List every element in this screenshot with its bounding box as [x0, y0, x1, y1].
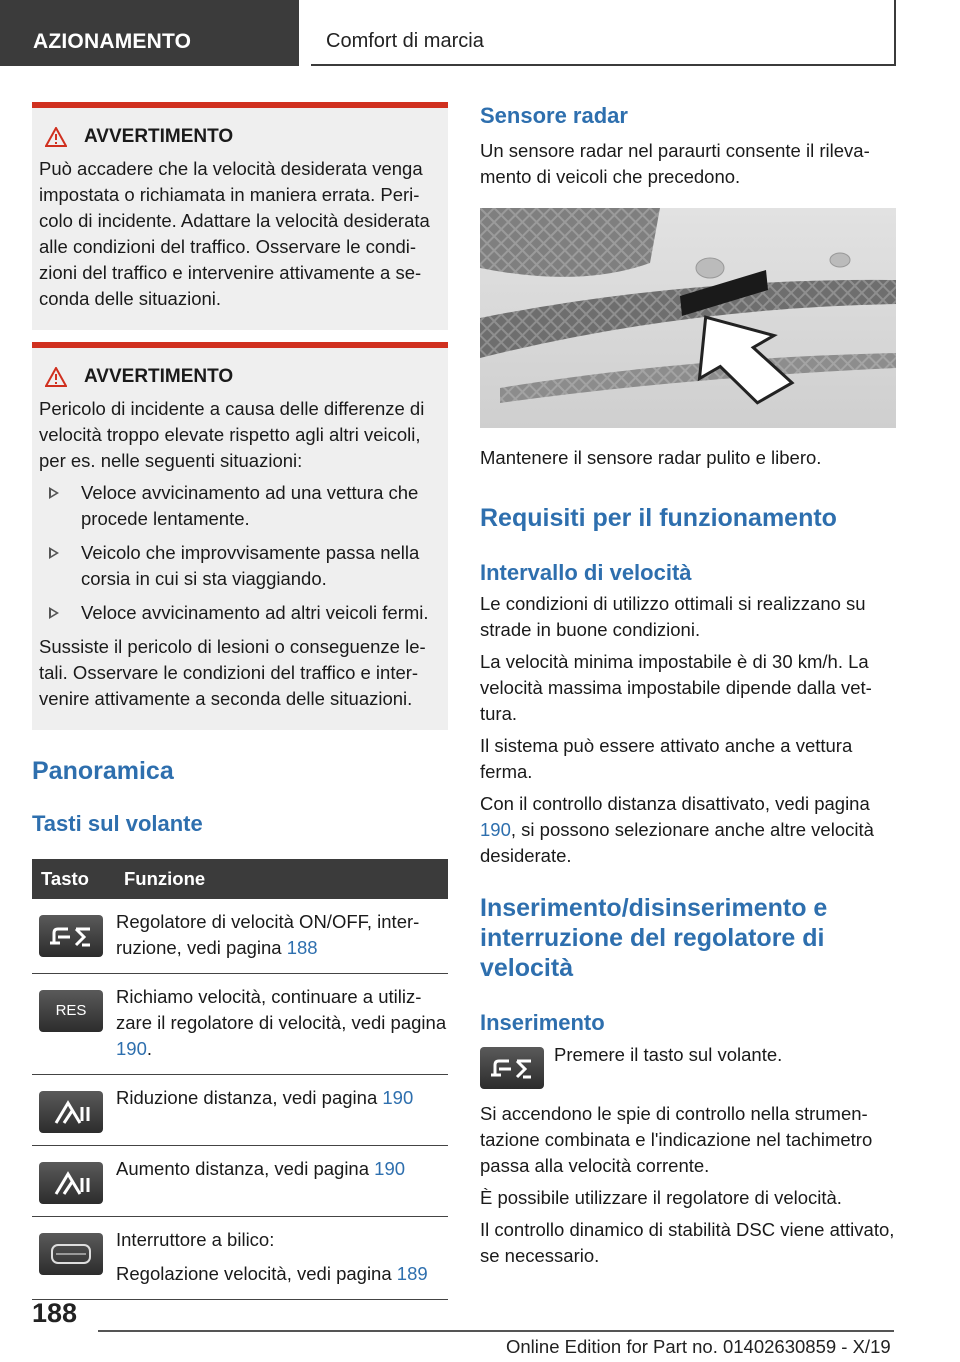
activation-heading: Inserimento/disinserimento e interruzione del regolatore di velocità — [480, 894, 828, 982]
distance-increase-icon — [39, 1162, 103, 1204]
res-icon: RES — [39, 990, 103, 1032]
paragraph: È possibile utilizzare il regolatore di velocità. — [480, 1187, 842, 1208]
paragraph: La velocità minima impostabile è di 30 km/h. La velocità massima impostabile dipende dalla vettura. — [480, 651, 872, 724]
warning-box-2 — [32, 342, 448, 730]
warning-outro: Sussiste il pericolo di lesioni o conseguenze letali. Osservare le condizioni del traffico e intervenire attivamente a seconda delle situazioni. — [39, 636, 426, 709]
list-item: Veloce avvicinamento ad altri veicoli fermi. — [39, 600, 440, 626]
warning-list — [39, 480, 440, 626]
cruise-control-icon — [39, 915, 103, 957]
paragraph: Il controllo dinamico di stabilità DSC viene attivato, se necessario. — [480, 1219, 895, 1266]
page-link[interactable]: 190 — [382, 1087, 414, 1108]
warning-triangle-icon — [45, 127, 67, 147]
keys-heading: Tasti sul volante — [32, 811, 203, 836]
chapter-title: Comfort di marcia — [326, 30, 484, 52]
radar-text: Un sensore radar nel paraurti consente il rilevamento di veicoli che precedono. — [480, 140, 870, 187]
page-link[interactable]: 190 — [116, 1038, 147, 1059]
page-link[interactable]: 188 — [286, 937, 318, 958]
insert-text: Premere il tasto sul volante. — [554, 1044, 783, 1065]
radar-heading: Sensore radar — [480, 103, 628, 128]
list-item: Veicolo che improvvisamente passa nella corsia in cui si sta viaggiando. — [39, 540, 440, 592]
insert-row — [480, 1044, 896, 1089]
rocker-switch-icon — [39, 1233, 103, 1275]
table-row: RES Richiamo velocità, continuare a utilizzare il regolatore di velocità, vedi pagina 190. — [32, 974, 448, 1075]
list-item: Veloce avvicinamento ad una vettura che procede lentamente. — [39, 480, 440, 532]
right-column — [480, 102, 896, 1269]
table-row: Interruttore a bilico: Regolazione velocità, vedi pagina 189 — [32, 1217, 448, 1300]
table-header-row — [32, 859, 448, 899]
warning-triangle-icon — [45, 367, 67, 387]
paragraph: Il sistema può essere attivato anche a vettura ferma. — [480, 735, 853, 782]
warning-title: AVVERTIMENTO — [39, 366, 440, 388]
bullet-triangle-icon — [49, 487, 59, 499]
section-title: AZIONAMENTO — [33, 30, 192, 53]
warning-intro: Pericolo di incidente a causa delle differenze di velocità troppo elevate rispetto agli altri veicoli, per es. nelle seguenti situazioni: — [39, 398, 425, 471]
keys-table — [32, 859, 448, 1300]
warning-title: AVVERTIMENTO — [39, 126, 440, 148]
warning-box-1 — [32, 102, 448, 330]
speed-range-heading: Intervallo di velocità — [480, 560, 692, 585]
section-tab — [0, 0, 299, 66]
radar-sensor-photo — [480, 208, 896, 428]
table-row: Riduzione distanza, vedi pagina 190 — [32, 1075, 448, 1146]
edition-text: Online Edition for Part no. 01402630859 - X/19 — [506, 1336, 891, 1357]
insert-heading: Inserimento — [480, 1010, 605, 1035]
table-row: Aumento distanza, vedi pagina 190 — [32, 1146, 448, 1217]
paragraph: Con il controllo distanza disattivato, vedi pagina 190, si possono selezionare anche altre velocità desiderate. — [480, 793, 874, 866]
page-link[interactable]: 190 — [374, 1158, 406, 1179]
chapter-tab — [311, 0, 896, 66]
radar-caption: Mantenere il sensore radar pulito e libero. — [480, 447, 822, 468]
table-row: Regolatore di velocità ON/OFF, interruzione, vedi pagina 188 — [32, 899, 448, 974]
footer-divider — [98, 1330, 894, 1332]
column-header-function: Funzione — [116, 859, 448, 899]
distance-decrease-icon — [39, 1091, 103, 1133]
column-header-key: Tasto — [32, 859, 116, 899]
warning-text: Può accadere che la velocità desiderata venga impostata o richiamata in maniera errata. Pericolo di incidente. Adattare la velocità desiderata alle condizioni del traffico. Osservare le condizioni del traffico e intervenire attivamente a seconda delle situazioni. — [39, 158, 430, 309]
page-link[interactable]: 190 — [480, 819, 511, 840]
bullet-triangle-icon — [49, 607, 59, 619]
bullet-triangle-icon — [49, 547, 59, 559]
paragraph: Si accendono le spie di controllo nella strumentazione combinata e l'indicazione nel tachimetro passa alla velocità corrente. — [480, 1103, 873, 1176]
cruise-control-icon — [480, 1047, 544, 1089]
page-number: 188 — [32, 1298, 78, 1328]
requirements-heading: Requisiti per il funzionamento — [480, 504, 837, 532]
overview-heading: Panoramica — [32, 757, 174, 785]
paragraph: Le condizioni di utilizzo ottimali si realizzano su strade in buone condizioni. — [480, 593, 866, 640]
left-column — [32, 102, 448, 1300]
page-link[interactable]: 189 — [396, 1263, 428, 1284]
